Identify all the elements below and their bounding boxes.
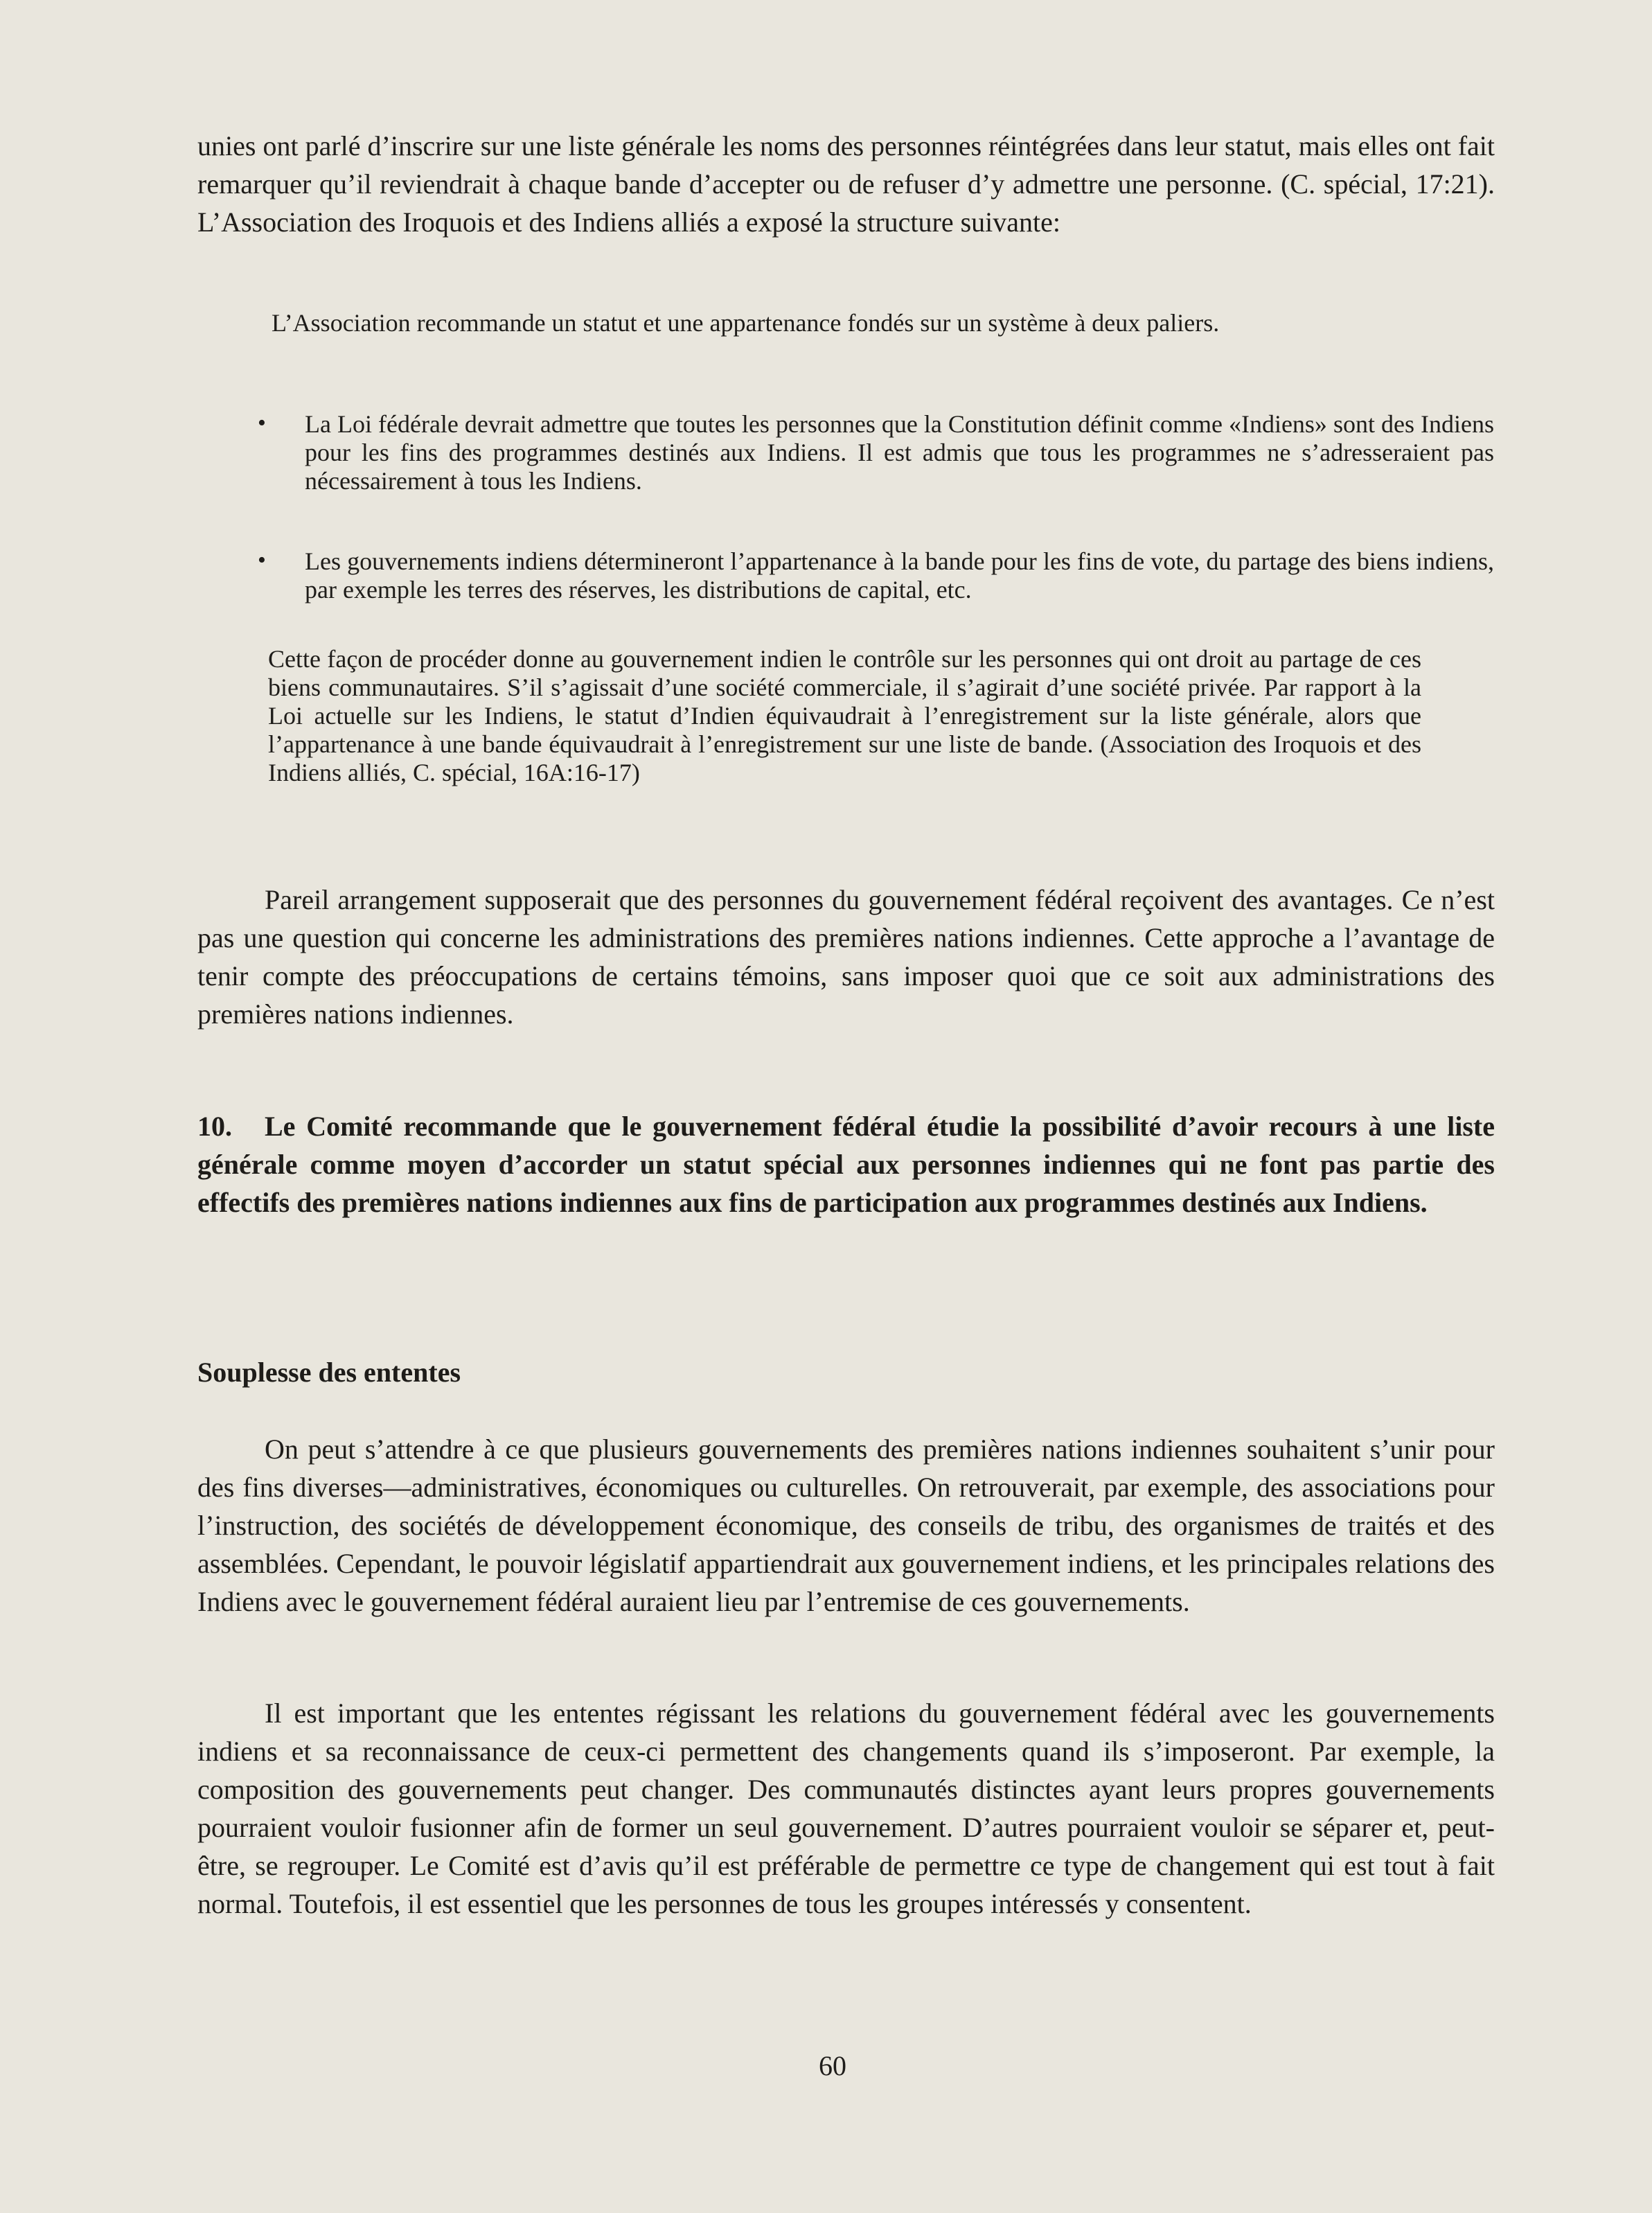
bullet-item-federal-law: La Loi fédérale devrait admettre que toutes les personnes que la Constitution définit comme «Indiens» sont des Indiens pour les fins des programmes destinés aux Indiens. Il est admis que tous les programmes ne s’adresseraient pas nécessairement à tous les Indiens. — [305, 410, 1494, 495]
section-heading: Souplesse des ententes — [197, 1357, 461, 1388]
bullet-icon: • — [258, 547, 266, 573]
arrangement-paragraph: Pareil arrangement supposerait que des personnes du gouvernement fédéral reçoivent des avantages. Ce n’est pas une question qui concerne les administrations des premières nations indiennes. Cette approche a l’avantage de tenir compte des préoccupations de certains témoins, sans imposer quoi que ce soit aux administrations des premières nations indiennes. — [197, 884, 1495, 1030]
intro-paragraph: unies ont parlé d’inscrire sur une liste générale les noms des personnes réintégrées dans leur statut, mais elles ont fait remarquer qu’il reviendrait à chaque bande d’accepter ou de refuser d’y admettre une personne. (C. spécial, 17:21). L’Association des Iroquois et des Indiens alliés a exposé la structure suivante: — [197, 130, 1495, 238]
recommendation-text: Le Comité recommande que le gouvernement fédéral étudie la possibilité d’avoir recours à une liste générale comme moyen d’accorder un statut spécial aux personnes indiennes qui ne font pas partie des effectifs des premières nations indiennes aux fins de participation aux programmes destinés aux Indiens. — [197, 1111, 1495, 1218]
page-number: 60 — [819, 2050, 846, 2081]
quote-closing-paragraph: Cette façon de procéder donne au gouvernement indien le contrôle sur les personnes qui ont droit au partage de ces biens communautaires. S’il s’agissait d’une société commerciale, il s’agirait d’une société privée. Par rapport à la Loi actuelle sur les Indiens, le statut d’Indien équivaudrait à l’enregistrement sur la liste générale, alors que l’appartenance à une bande équivaudrait à l’enregistrement sur une liste de bande. (Association des Iroquois et des Indiens alliés, C. spécial, 16A:16-17) — [268, 645, 1421, 786]
quote-intro-paragraph: L’Association recommande un statut et une appartenance fondés sur un système à deux paliers. — [272, 309, 1220, 337]
section-paragraph-1: On peut s’attendre à ce que plusieurs gouvernements des premières nations indiennes souhaitent s’unir pour des fins diverses—administratives, économiques ou culturelles. On retrouverait, par exemple, des associations pour l’instruction, des sociétés de développement économique, des conseils de tribu, des organismes de traités et des assemblées. Cependant, le pouvoir législatif appartiendrait aux gouvernement indiens, et les principales relations des Indiens avec le gouvernement fédéral auraient lieu par l’entremise de ces gouvernements. — [197, 1434, 1495, 1617]
section-paragraph-2: Il est important que les ententes régissant les relations du gouvernement fédéral avec les gouvernements indiens et sa reconnaissance de ceux-ci permettent des changements quand ils s’imposeront. Par exemple, la composition des gouvernements peut changer. Des communautés distinctes ayant leurs propres gouvernements pourraient vouloir fusionner afin de former un seul gouvernement. D’autres pourraient vouloir se séparer et, peut-être, se regrouper. Le Comité est d’avis qu’il est préférable de permettre ce type de changement qui est tout à fait normal. Toutefois, il est essentiel que les personnes de tous les groupes intéressés y consentent. — [197, 1698, 1495, 1919]
bullet-item-indian-governments: Les gouvernements indiens détermineront l’appartenance à la bande pour les fins de vote, du partage des biens indiens, par exemple les terres des réserves, les distributions de capital, etc. — [305, 547, 1494, 603]
recommendation-number: 10. — [197, 1111, 232, 1142]
bullet-icon: • — [258, 410, 266, 436]
